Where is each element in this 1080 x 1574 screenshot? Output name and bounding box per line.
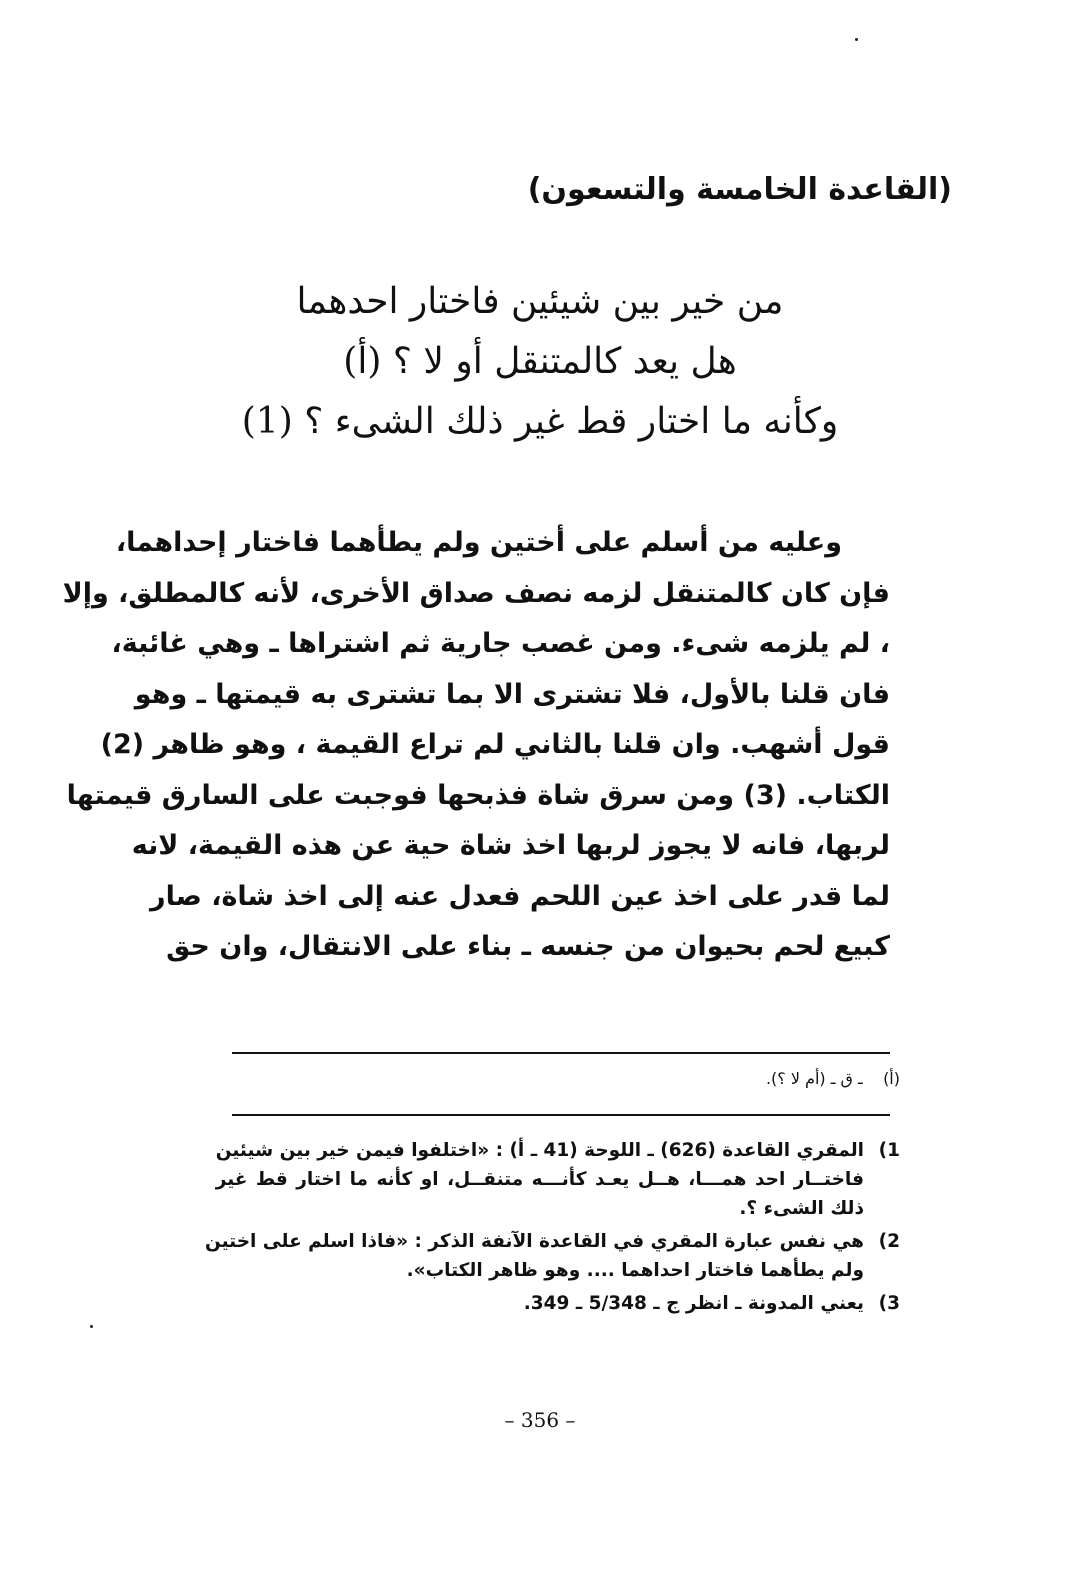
title-line: وكأنه ما اختار قط غير ذلك الشىء ؟ (1) [241,401,839,442]
body-paragraph [62,518,890,973]
body-line: قول أشهب. وان قلنا بالثاني لم تراع القيمة ، وهو ظاهر (2) [100,729,890,760]
footnote-marker: 1) [878,1140,900,1161]
scan-speck [90,1325,93,1328]
variant-note [232,1066,900,1092]
body-line: فان قلنا بالأول، فلا تشترى الا بما تشترى به قيمتها ـ وهو [134,678,890,710]
body-line: وعليه من أسلم على أختين ولم يطأهما فاختار إحداهما، [115,527,842,558]
page-number: – 356 – [504,1408,576,1432]
body-line: ، لم يلزمه شىء. ومن غصب جارية ثم اشتراها ـ وهي غائبة، [111,628,890,659]
footnote-line: هي نفس عبارة المقري في القاعدة الآنفة الذكر : «فاذا اسلم على اختين [204,1231,864,1252]
scan-speck [855,38,858,41]
footnote-divider [232,1052,890,1054]
footnote-line: ولم يطأهما فاختار احداهما .... وهو ظاهر الكتاب». [406,1260,864,1281]
title-line: هل يعد كالمتنقل أو لا ؟ (أ) [343,341,737,382]
chapter-heading: (القاعدة الخامسة والتسعون) [527,172,952,207]
footnote-3 [232,1289,900,1318]
footnote-line: ذلك الشىء ؟. [739,1198,864,1219]
footnote-2 [204,1227,900,1285]
footnotes [204,1136,900,1322]
footnote-marker: 3) [878,1293,900,1314]
body-line: فإن كان كالمتنقل لزمه نصف صداق الأخرى، لأنه كالمطلق، وإلا [62,577,890,609]
footnote-line: يعني المدونة ـ انظر ج ـ 5/348 ـ 349. [523,1293,864,1314]
variant-note-marker: (أ) [883,1069,900,1088]
footnote-divider [232,1114,890,1116]
rule-title [180,272,900,452]
body-line: لما قدر على اخذ عين اللحم فعدل عنه إلى اخذ شاة، صار [150,880,890,912]
footnote-1 [215,1136,900,1223]
footnote-line: فاختــار احد همـــا، هــل يعـد كأنـــه متنقــل، او كأنه ما اختار قط غير [215,1169,864,1190]
footnote-text [205,1227,864,1285]
body-line: لربها، فانه لا يجوز لربها اخذ شاة حية عن هذه القيمة، لانه [131,830,890,861]
variant-note-text: ـ ق ـ (أم لا ؟). [765,1069,863,1088]
footnote-marker: 2) [878,1231,900,1252]
body-line: الكتاب. (3) ومن سرق شاة فذبحها فوجبت على السارق قيمتها [66,779,890,811]
footnote-text [232,1289,864,1318]
footnote-text [216,1136,864,1223]
footnote-line: المقري القاعدة (626) ـ اللوحة (41 ـ أ) : «اختلفوا فيمن خير بين شيئين [215,1140,864,1161]
body-line: كبيع لحم بحيوان من جنسه ـ بناء على الانتقال، وان حق [166,931,890,962]
title-line: من خير بين شيئين فاختار احدهما [296,281,784,322]
